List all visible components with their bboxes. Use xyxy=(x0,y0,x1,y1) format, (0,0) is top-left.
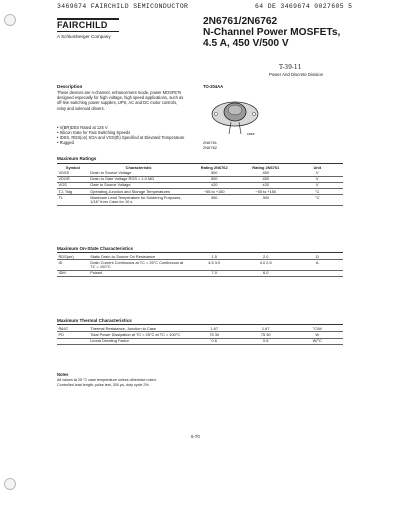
cell-unit: °C xyxy=(291,189,343,195)
notes-heading: Notes xyxy=(57,372,69,377)
feature-item: • Silicon Gate for Fast Switching Speeds xyxy=(57,130,131,135)
cell-value: 0.6 xyxy=(240,338,292,344)
cell-value: 0.6 xyxy=(188,338,240,344)
cell-value: ±20 xyxy=(240,182,292,188)
cell-value: 450 xyxy=(240,170,292,176)
col-rating-2n6761: Rating 2N6761 xyxy=(252,164,280,170)
cell-value: 300 xyxy=(188,195,240,206)
on-state-table xyxy=(57,254,343,277)
cell-characteristic: Thermal Resistance, Junction to Case xyxy=(89,326,189,332)
table-row xyxy=(57,195,343,206)
table-row xyxy=(57,338,343,344)
feature-text: V(BR)DSS Rated at 125 V xyxy=(59,125,108,130)
cell-characteristic: Pulsed xyxy=(89,270,189,276)
logo-text: FAIRCHILD xyxy=(57,19,108,30)
cell-unit: Ω xyxy=(291,254,343,260)
package-pin-note: case xyxy=(247,132,255,136)
note-line-1: All values at 25 °C case temperature unless otherwise noted. xyxy=(57,378,157,382)
title-line-2: N-Channel Power MOSFETs, xyxy=(203,27,341,38)
cell-characteristic: Maximum Lead Temperature for Soldering Purposes, 1/16" from Case for 10 s xyxy=(89,195,189,206)
max-ratings-rule xyxy=(57,163,343,164)
feature-item: • IDSS, RDS(on) SOA and VGS(th) Specified at Elevated Temperature xyxy=(57,135,185,140)
cell-unit: °C xyxy=(291,195,343,206)
cell-symbol: TL xyxy=(57,195,89,206)
col-rating-2n6762: Rating 2N6762 xyxy=(200,164,228,170)
cell-characteristic: Total Power Dissipation at TC = 25°C at TC = 100°C xyxy=(89,332,189,338)
feature-item: • V(BR)DSS Rated at 125 V xyxy=(57,125,108,130)
cell-characteristic: Static Drain-to-Source On Resistance xyxy=(89,254,189,260)
col-symbol: Symbol xyxy=(65,164,80,170)
feature-text: IDSS, RDS(on) SOA and VGS(th) Specified at Elevated Temperature xyxy=(59,135,185,140)
to3-package-drawing xyxy=(210,92,260,136)
title-line-3: 4.5 A, 450 V/500 V xyxy=(203,38,289,49)
division-name: Power And Discrete Division xyxy=(269,72,323,77)
cell-value: 75 30 xyxy=(240,332,292,338)
description-heading: Description xyxy=(57,84,83,89)
brand-tagline: A Schlumberger Company xyxy=(57,34,111,39)
feature-text: Silicon Gate for Fast Switching Speeds xyxy=(59,130,131,135)
cell-characteristic: Drain Current Continuous at TC = 25°C Continuous at TC = 100°C xyxy=(89,260,189,271)
cell-unit: °C/W xyxy=(291,326,343,332)
on-state-rule xyxy=(57,252,343,253)
table-row xyxy=(57,260,343,271)
col-unit: Unit xyxy=(313,164,322,170)
max-ratings-heading: Maximum Ratings xyxy=(57,156,97,161)
col-characteristic: Characteristic xyxy=(125,164,152,170)
punch-hole-top xyxy=(4,14,16,26)
thermal-heading: Maximum Thermal Characteristics xyxy=(57,318,132,323)
cell-value: −55 to +150 xyxy=(188,189,240,195)
cell-value: 7.0 xyxy=(188,270,240,276)
cell-value: 1.67 xyxy=(188,326,240,332)
cell-symbol: TJ, Tstg xyxy=(57,189,89,195)
cell-value: 75 30 xyxy=(188,332,240,338)
cell-characteristic: Drain to Gate Voltage RGS = 1.0 MΩ xyxy=(89,176,189,182)
table-row xyxy=(57,270,343,276)
max-ratings-table xyxy=(57,165,343,206)
cell-characteristic: Drain to Source Voltage xyxy=(89,170,189,176)
cell-symbol: VGS xyxy=(57,182,89,188)
cell-unit: V xyxy=(291,170,343,176)
cell-characteristic: Gate to Source Voltage xyxy=(89,182,189,188)
cell-value: 500 xyxy=(188,176,240,182)
fairchild-logo xyxy=(57,18,119,32)
cell-value: 6.0 xyxy=(240,270,292,276)
on-state-heading: Maximum On-State Characteristics xyxy=(57,246,134,251)
cell-value: 450 xyxy=(240,176,292,182)
page-number: 6-70 xyxy=(191,434,200,439)
cell-value: 4.5 3.0 xyxy=(188,260,240,271)
cell-unit: V xyxy=(291,182,343,188)
description-text: These devices are n-channel, enhancement mode, power MOSFETs designed especially for high voltage, high speed applications, such as off-line switching power supplies, UPS, AC and DC motor controls, relay and solenoid drivers. xyxy=(57,90,184,111)
cell-unit xyxy=(291,270,343,276)
cell-symbol: PD xyxy=(57,332,89,338)
cell-characteristic: Operating Junction and Storage Temperatures xyxy=(89,189,189,195)
title-line-1: 2N6761/2N6762 xyxy=(203,16,278,27)
cell-symbol xyxy=(57,338,89,344)
cell-symbol: IDM xyxy=(57,270,89,276)
handwritten-code: T-39-11 xyxy=(279,64,302,71)
cell-value: 4.0 2.5 xyxy=(240,260,292,271)
cell-unit: A xyxy=(291,260,343,271)
cell-value: 300 xyxy=(240,195,292,206)
cell-symbol: RθJC xyxy=(57,326,89,332)
cell-characteristic: Linear Derating Factor xyxy=(89,338,189,344)
cell-unit: W/°C xyxy=(291,338,343,344)
cell-symbol: ID xyxy=(57,260,89,271)
cell-value: 2.0 xyxy=(240,254,292,260)
package-part-2: 2N6762 xyxy=(203,145,218,150)
note-line-2: Controlled lead length; pulse test, 300 µs, duty cycle 2%. xyxy=(57,383,150,387)
cell-unit: V xyxy=(291,176,343,182)
feature-text: Rugged xyxy=(59,140,74,145)
thermal-rule xyxy=(57,324,343,325)
cell-value: 500 xyxy=(188,170,240,176)
cell-symbol: VDSS xyxy=(57,170,89,176)
thermal-table xyxy=(57,326,343,345)
scan-header-left: 3469674 FAIRCHILD SEMICONDUCTOR xyxy=(57,3,189,10)
cell-value: 1.67 xyxy=(240,326,292,332)
package-label: TO-204AA xyxy=(203,84,224,89)
cell-unit: W xyxy=(291,332,343,338)
feature-item: • Rugged xyxy=(57,140,74,145)
package-part-1: 2N6761 xyxy=(203,140,218,145)
cell-value: ±20 xyxy=(188,182,240,188)
scan-header-right: 64 DE 3469674 0027605 5 xyxy=(255,3,353,10)
cell-value: 1.5 xyxy=(188,254,240,260)
cell-symbol: VDGR xyxy=(57,176,89,182)
cell-value: −55 to +150 xyxy=(240,189,292,195)
punch-hole-bottom xyxy=(4,478,16,490)
cell-symbol: RDS(on) xyxy=(57,254,89,260)
feature-list xyxy=(57,125,197,145)
